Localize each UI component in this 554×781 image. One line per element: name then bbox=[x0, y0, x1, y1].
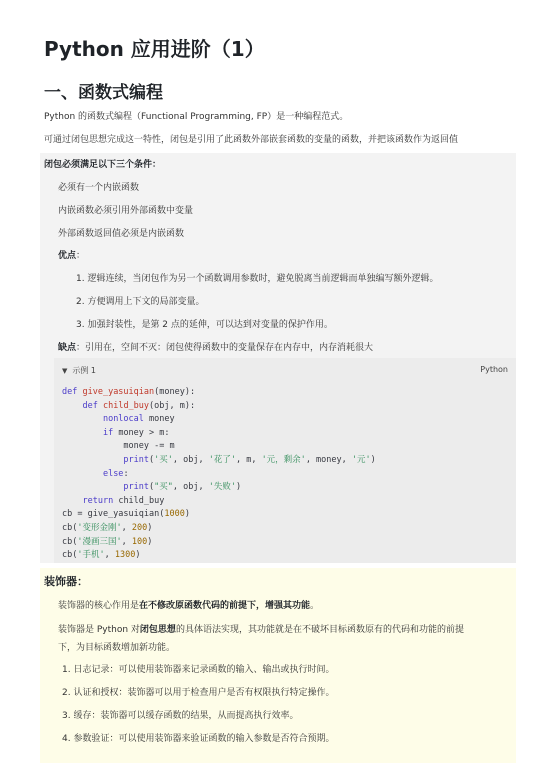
code-lines bbox=[62, 386, 376, 563]
condition-item: 内嵌函数必须引用外部函数中变量 bbox=[58, 206, 194, 216]
condition-item: 必须有一个内嵌函数 bbox=[58, 183, 140, 193]
decorator-use-item: 2. 认证和授权：装饰器可以用于检查用户是否有权限执行特定操作。 bbox=[62, 688, 335, 698]
code-line: else: bbox=[102, 468, 129, 479]
code-line: def child_buy(obj, m): bbox=[82, 400, 196, 411]
decorator-heading: 装饰器： bbox=[44, 575, 88, 588]
code-block bbox=[54, 358, 516, 563]
code-line: print('买', obj, '花了', m, '元，剩余', money, '元') bbox=[123, 454, 376, 465]
closure-callout bbox=[40, 153, 516, 563]
pros-heading bbox=[58, 250, 85, 262]
decorator-core-text: 装饰器的核心作用是在不修改原函数代码的前提下，增强其功能。 bbox=[58, 601, 320, 611]
code-line: cb = give_yasuiqian(1000) bbox=[62, 509, 190, 520]
cons-title: 缺点 bbox=[58, 343, 77, 353]
code-line: cb('漫画三国', 100) bbox=[62, 536, 153, 547]
code-line: return child_buy bbox=[82, 495, 165, 506]
code-line: def give_yasuiqian(money): bbox=[62, 387, 196, 397]
page-title: Python 应用进阶（1） bbox=[44, 37, 265, 61]
decorator-use-item: 4. 参数验证：可以使用装饰器来验证函数的输入参数是否符合预期。 bbox=[62, 734, 335, 744]
fp-intro-text: Python 的函数式编程（Functional Programming, FP）是一种编程范式。 bbox=[44, 112, 349, 122]
triangle-down-icon[interactable]: ▼ bbox=[62, 367, 68, 375]
conditions-title: 闭包必须满足以下三个条件： bbox=[44, 160, 162, 170]
code-language-label: Python bbox=[480, 365, 508, 374]
code-line: if money > m: bbox=[102, 427, 170, 438]
pros-title: 优点 bbox=[58, 251, 77, 261]
decorator-desc-line: 装饰器是 Python 对闭包思想的具体语法实现，其功能就是在不破坏目标函数原有的代码和功能的前提 bbox=[58, 625, 464, 635]
decorator-callout bbox=[40, 568, 516, 763]
pros-item: 1. 逻辑连续，当闭包作为另一个函数调用参数时，避免脱离当前逻辑而单独编写额外逻辑。 bbox=[76, 274, 439, 284]
pros-colon: ： bbox=[76, 251, 86, 261]
cons-text: ：引用在，空间不灭：闭包使得函数中的变量保存在内存中，内存消耗很大 bbox=[76, 343, 374, 353]
code-line: nonlocal money bbox=[102, 414, 175, 425]
section-heading-functional: 一、函数式编程 bbox=[44, 83, 163, 103]
decorator-use-item: 1. 日志记录：可以使用装饰器来记录函数的输入、输出或执行时间。 bbox=[62, 665, 335, 675]
code-block-title: 示例 1 bbox=[72, 366, 97, 375]
code-line: money -= m bbox=[123, 441, 175, 452]
code-block-header[interactable] bbox=[62, 365, 508, 376]
condition-item: 外部函数返回值必须是内嵌函数 bbox=[58, 229, 185, 239]
decorator-use-item: 3. 缓存：装饰器可以缓存函数的结果，从而提高执行效率。 bbox=[62, 711, 299, 721]
cons-line bbox=[58, 342, 373, 354]
pros-item: 2. 方便调用上下文的局部变量。 bbox=[76, 297, 205, 307]
pros-item: 3. 加强封装性，是第 2 点的延伸，可以达到对变量的保护作用。 bbox=[76, 320, 333, 330]
closure-intro-text: 可通过闭包思想完成这一特性，闭包是引用了此函数外部嵌套函数的变量的函数，并把该函数作为返回值 bbox=[44, 135, 459, 145]
code-line: print("买", obj, '失败') bbox=[123, 482, 242, 493]
decorator-desc-line: 下，为目标函数增加新功能。 bbox=[58, 643, 176, 653]
code-line: cb('手机', 1300) bbox=[62, 550, 141, 561]
code-line: cb('变形金刚', 200) bbox=[62, 522, 153, 533]
